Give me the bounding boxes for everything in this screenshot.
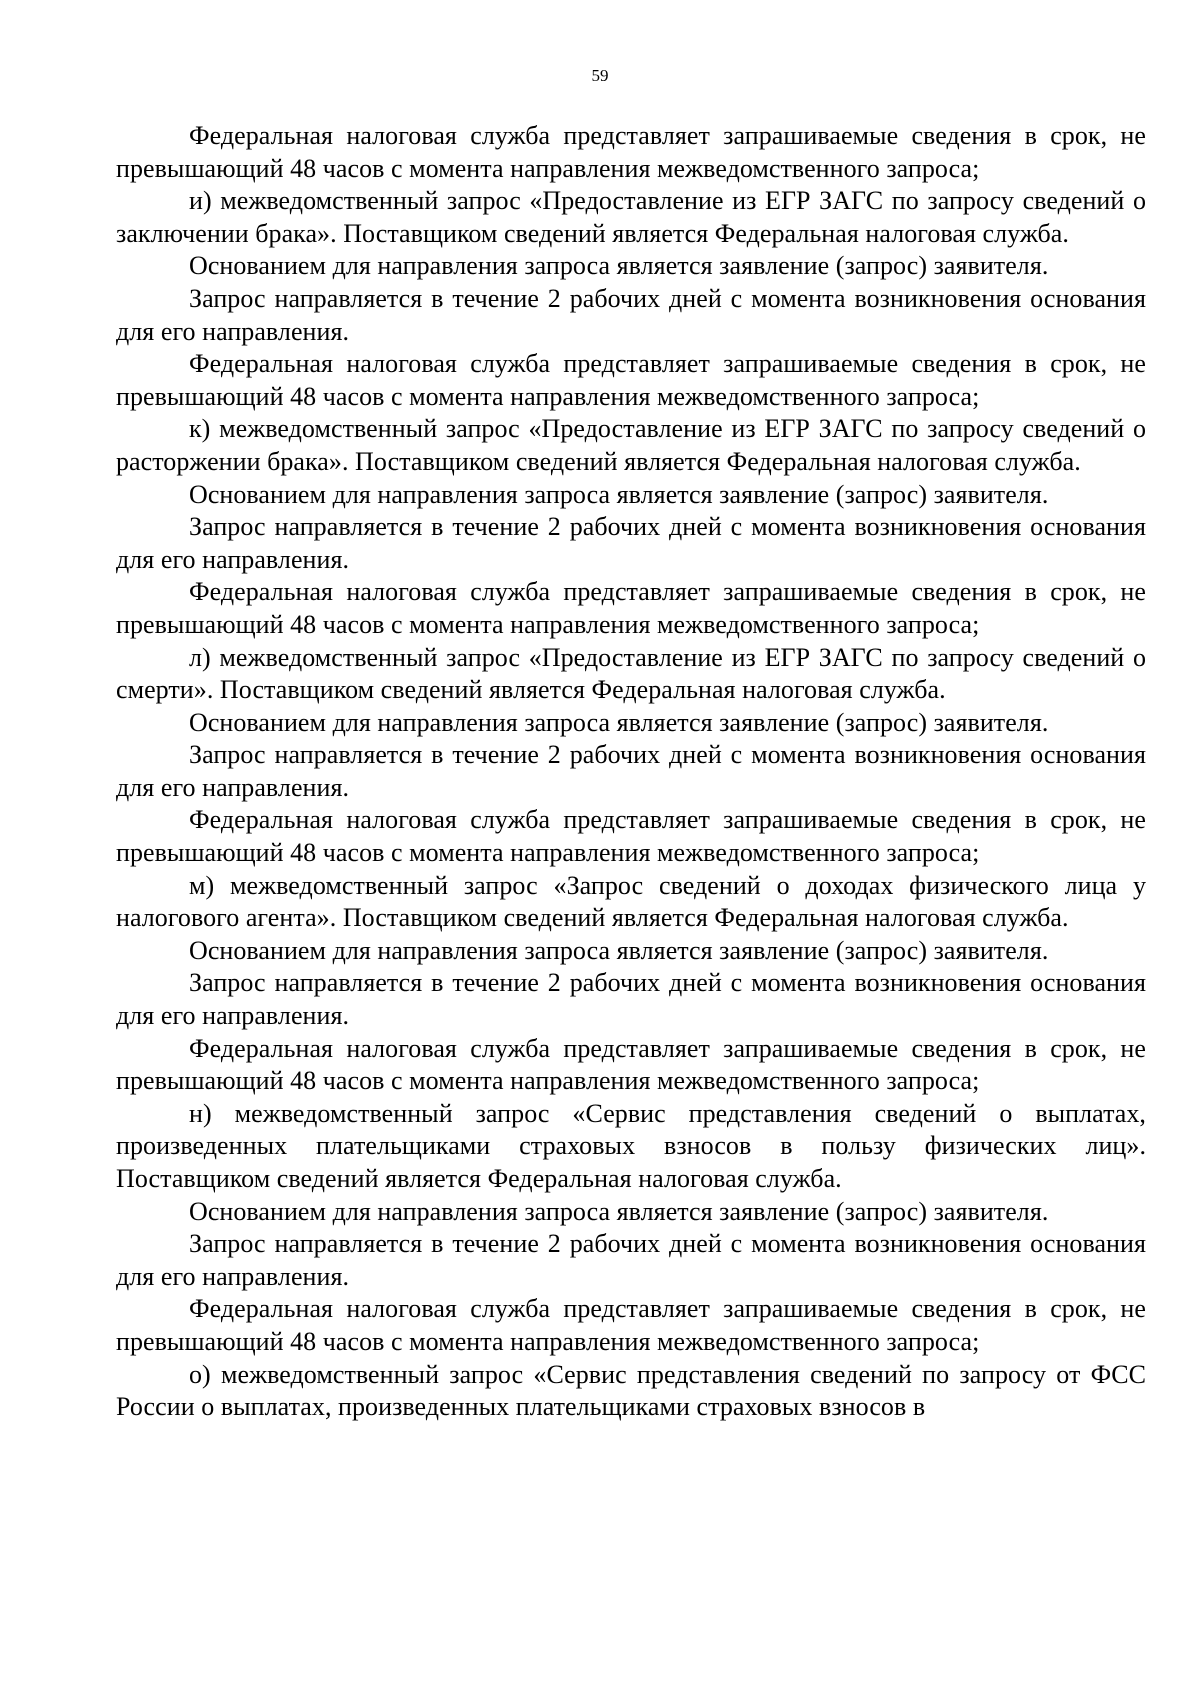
paragraph: Запрос направляется в течение 2 рабочих дней с момента возникновения основания для его направления. <box>116 283 1146 346</box>
paragraph: Федеральная налоговая служба представляет запрашиваемые сведения в срок, не превышающий 48 часов с момента направления межведомственного запроса; <box>116 349 1146 411</box>
document-body <box>116 120 1146 1424</box>
paragraph: Основанием для направления запроса является заявление (запрос) заявителя. <box>189 707 1049 737</box>
paragraph: Федеральная налоговая служба представляет запрашиваемые сведения в срок, не превышающий 48 часов с момента направления межведомственного запроса; <box>116 1033 1146 1096</box>
paragraph: Федеральная налоговая служба представляет запрашиваемые сведения в срок, не превышающий 48 часов с момента направления межведомственного запроса; <box>116 577 1146 639</box>
paragraph: м) межведомственный запрос «Запрос сведений о доходах физического лица у налогового агента». Поставщиком сведений является Федеральная налоговая служба. <box>116 870 1146 933</box>
paragraph: Основанием для направления запроса является заявление (запрос) заявителя. <box>189 1196 1049 1226</box>
paragraph: Запрос направляется в течение 2 рабочих дней с момента возникновения основания для его направления. <box>116 1229 1146 1291</box>
paragraph: н) межведомственный запрос «Сервис представления сведений о выплатах, произведенных плательщиками страховых взносов в пользу физических лиц». Поставщиком сведений является Федеральная налоговая служба. <box>116 1098 1146 1193</box>
paragraph: Запрос направляется в течение 2 рабочих дней с момента возникновения основания для его направления. <box>116 968 1146 1031</box>
paragraph: Федеральная налоговая служба представляет запрашиваемые сведения в срок, не превышающий 48 часов с момента направления межведомственного запроса; <box>116 805 1146 868</box>
paragraph: к) межведомственный запрос «Предоставление из ЕГР ЗАГС по запросу сведений о расторжении брака». Поставщиком сведений является Федеральная налоговая служба. <box>116 414 1146 476</box>
paragraph: и) межведомственный запрос «Предоставление из ЕГР ЗАГС по запросу сведений о заключении брака». Поставщиком сведений является Федеральная налоговая служба. <box>116 186 1146 248</box>
page-number: 59 <box>591 66 609 85</box>
paragraph: Основанием для направления запроса является заявление (запрос) заявителя. <box>189 479 1049 509</box>
paragraph: Основанием для направления запроса является заявление (запрос) заявителя. <box>189 251 1049 281</box>
paragraph: Основанием для направления запроса является заявление (запрос) заявителя. <box>189 935 1049 965</box>
paragraph: Федеральная налоговая служба представляет запрашиваемые сведения в срок, не превышающий 48 часов с момента направления межведомственного запроса; <box>116 121 1146 183</box>
paragraph: о) межведомственный запрос «Сервис представления сведений по запросу от ФСС России о выплатах, произведенных плательщиками страховых взносов в <box>116 1359 1146 1422</box>
paragraph: л) межведомственный запрос «Предоставление из ЕГР ЗАГС по запросу сведений о смерти». Поставщиком сведений является Федеральная налоговая служба. <box>116 642 1146 705</box>
paragraph: Запрос направляется в течение 2 рабочих дней с момента возникновения основания для его направления. <box>116 740 1146 802</box>
paragraph: Федеральная налоговая служба представляет запрашиваемые сведения в срок, не превышающий 48 часов с момента направления межведомственного запроса; <box>116 1294 1146 1356</box>
paragraph: Запрос направляется в течение 2 рабочих дней с момента возникновения основания для его направления. <box>116 512 1146 574</box>
